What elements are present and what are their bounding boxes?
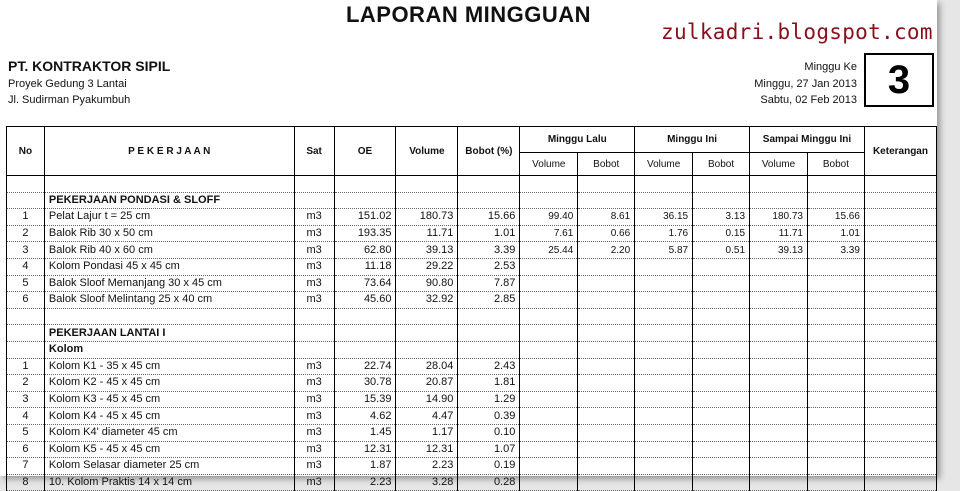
- cell-miv: [635, 375, 693, 392]
- cell-ket: [864, 474, 936, 491]
- table-row: [7, 209, 937, 226]
- cell-no: [7, 325, 45, 342]
- table-row: [7, 358, 937, 375]
- cell-bobot: 3.39: [458, 242, 520, 259]
- cell-sat: m3: [294, 474, 334, 491]
- cell-no: 1: [7, 209, 45, 226]
- cell-mlb: [578, 341, 635, 358]
- table-row: [7, 176, 937, 193]
- cell-ket: [864, 258, 936, 275]
- cell-miv: [635, 391, 693, 408]
- cell-smv: [750, 341, 808, 358]
- cell-mib: [693, 375, 750, 392]
- cell-smv: [750, 275, 808, 292]
- cell-mlb: [578, 408, 635, 425]
- cell-name: Kolom K1 - 35 x 45 cm: [44, 358, 294, 375]
- cell-mlv: [520, 441, 578, 458]
- cell-no: [7, 341, 45, 358]
- sub-weight: Bobot: [578, 153, 635, 176]
- cell-oe: [334, 308, 396, 325]
- cell-mlv: [520, 192, 578, 209]
- cell-mlv: 25.44: [520, 242, 578, 259]
- cell-oe: 4.62: [334, 408, 396, 425]
- cell-mlv: [520, 358, 578, 375]
- cell-smv: [750, 325, 808, 342]
- cell-smv: [750, 408, 808, 425]
- cell-mib: [693, 176, 750, 193]
- cell-smb: [807, 325, 864, 342]
- cell-oe: 2.23: [334, 474, 396, 491]
- table-row: [7, 225, 937, 242]
- cell-mlv: [520, 292, 578, 309]
- cell-no: 3: [7, 391, 45, 408]
- cell-mlb: [578, 358, 635, 375]
- cell-mlv: [520, 341, 578, 358]
- cell-mlb: [578, 424, 635, 441]
- table-row: [7, 275, 937, 292]
- cell-miv: [635, 258, 693, 275]
- cell-vol: 20.87: [396, 375, 458, 392]
- week-number-box: 3: [864, 53, 934, 107]
- cell-sat: [294, 325, 334, 342]
- cell-sat: m3: [294, 258, 334, 275]
- cell-miv: 5.87: [635, 242, 693, 259]
- cell-sat: m3: [294, 292, 334, 309]
- table-row: [7, 242, 937, 259]
- cell-oe: [334, 192, 396, 209]
- cell-bobot: 0.19: [458, 458, 520, 475]
- cell-ket: [864, 441, 936, 458]
- cell-bobot: 2.53: [458, 258, 520, 275]
- cell-no: 7: [7, 458, 45, 475]
- cell-mib: [693, 424, 750, 441]
- cell-oe: 15.39: [334, 391, 396, 408]
- cell-bobot: 0.28: [458, 474, 520, 491]
- cell-sat: [294, 192, 334, 209]
- cell-smv: [750, 358, 808, 375]
- report-title: LAPORAN MINGGUAN: [345, 2, 592, 27]
- cell-smv: [750, 192, 808, 209]
- cell-name: [44, 176, 294, 193]
- cell-ket: [864, 292, 936, 309]
- cell-smv: [750, 391, 808, 408]
- cell-mib: [693, 308, 750, 325]
- table-row: [7, 341, 937, 358]
- cell-no: 4: [7, 408, 45, 425]
- table-row: [7, 441, 937, 458]
- cell-name: Kolom K4' diameter 45 cm: [44, 424, 294, 441]
- col-unit: Sat: [294, 127, 334, 176]
- cell-name: Balok Rib 30 x 50 cm: [44, 225, 294, 242]
- watermark-text: zulkadri.blogspot.com: [661, 20, 933, 44]
- cell-mlb: 0.66: [578, 225, 635, 242]
- cell-vol: 1.17: [396, 424, 458, 441]
- sub-volume: Volume: [750, 153, 808, 176]
- cell-bobot: 0.10: [458, 424, 520, 441]
- cell-miv: [635, 441, 693, 458]
- cell-oe: 1.87: [334, 458, 396, 475]
- cell-vol: 4.47: [396, 408, 458, 425]
- col-weight: Bobot (%): [458, 127, 520, 176]
- table-row: [7, 408, 937, 425]
- col-oe: OE: [334, 127, 396, 176]
- cell-mib: [693, 275, 750, 292]
- cell-smv: [750, 424, 808, 441]
- cell-vol: 28.04: [396, 358, 458, 375]
- col-last-week: Minggu Lalu: [520, 127, 635, 153]
- cell-smb: [807, 258, 864, 275]
- cell-mlb: [578, 474, 635, 491]
- table-row: [7, 192, 937, 209]
- cell-smv: [750, 292, 808, 309]
- cell-smb: [807, 176, 864, 193]
- cell-mlv: [520, 275, 578, 292]
- cell-mib: [693, 341, 750, 358]
- cell-name: PEKERJAAN PONDASI & SLOFF: [44, 192, 294, 209]
- cell-oe: 12.31: [334, 441, 396, 458]
- cell-no: [7, 192, 45, 209]
- cell-mlb: [578, 258, 635, 275]
- cell-oe: [334, 341, 396, 358]
- cell-ket: [864, 176, 936, 193]
- cell-name: Kolom K4 - 45 x 45 cm: [44, 408, 294, 425]
- cell-name: Balok Sloof Memanjang 30 x 45 cm: [44, 275, 294, 292]
- cell-mlv: [520, 408, 578, 425]
- cell-vol: 90.80: [396, 275, 458, 292]
- cell-name: PEKERJAAN LANTAI I: [44, 325, 294, 342]
- cell-smb: [807, 358, 864, 375]
- sub-volume: Volume: [635, 153, 693, 176]
- cell-vol: [396, 308, 458, 325]
- cell-name: 10. Kolom Praktis 14 x 14 cm: [44, 474, 294, 491]
- period-start: Minggu, 27 Jan 2013: [754, 78, 857, 90]
- cell-smv: [750, 176, 808, 193]
- cell-no: 4: [7, 258, 45, 275]
- col-this-week: Minggu Ini: [635, 127, 750, 153]
- cell-smb: [807, 275, 864, 292]
- cell-bobot: [458, 192, 520, 209]
- cell-miv: 36.15: [635, 209, 693, 226]
- cell-smv: 11.71: [750, 225, 808, 242]
- cell-oe: 193.35: [334, 225, 396, 242]
- cell-no: 2: [7, 225, 45, 242]
- cell-vol: 2.23: [396, 458, 458, 475]
- table-row: [7, 474, 937, 491]
- cell-miv: [635, 474, 693, 491]
- cell-ket: [864, 192, 936, 209]
- cell-name: Kolom K5 - 45 x 45 cm: [44, 441, 294, 458]
- cell-miv: [635, 292, 693, 309]
- cell-ket: [864, 341, 936, 358]
- table-row: [7, 424, 937, 441]
- col-to-date: Sampai Minggu Ini: [750, 127, 865, 153]
- cell-ket: [864, 209, 936, 226]
- cell-smv: 180.73: [750, 209, 808, 226]
- cell-mib: [693, 325, 750, 342]
- cell-miv: [635, 424, 693, 441]
- col-volume: Volume: [396, 127, 458, 176]
- cell-oe: 62.80: [334, 242, 396, 259]
- cell-sat: m3: [294, 458, 334, 475]
- cell-mlv: [520, 391, 578, 408]
- cell-ket: [864, 375, 936, 392]
- cell-miv: [635, 192, 693, 209]
- cell-name: Pelat Lajur t = 25 cm: [44, 209, 294, 226]
- sub-volume: Volume: [520, 153, 578, 176]
- cell-mib: [693, 441, 750, 458]
- table-row: [7, 258, 937, 275]
- cell-oe: 30.78: [334, 375, 396, 392]
- cell-oe: 45.60: [334, 292, 396, 309]
- table-row: [7, 325, 937, 342]
- cell-name: [44, 308, 294, 325]
- cell-mlb: [578, 308, 635, 325]
- cell-mib: [693, 391, 750, 408]
- cell-miv: [635, 176, 693, 193]
- cell-ket: [864, 242, 936, 259]
- cell-bobot: 7.87: [458, 275, 520, 292]
- cell-name: Kolom Selasar diameter 25 cm: [44, 458, 294, 475]
- cell-smb: 3.39: [807, 242, 864, 259]
- cell-sat: [294, 176, 334, 193]
- cell-smv: [750, 258, 808, 275]
- cell-vol: [396, 341, 458, 358]
- cell-sat: m3: [294, 358, 334, 375]
- cell-mib: [693, 292, 750, 309]
- cell-bobot: 1.07: [458, 441, 520, 458]
- cell-smv: [750, 458, 808, 475]
- cell-mib: [693, 474, 750, 491]
- cell-smv: [750, 308, 808, 325]
- cell-vol: 29.22: [396, 258, 458, 275]
- cell-smb: [807, 458, 864, 475]
- cell-miv: [635, 325, 693, 342]
- cell-bobot: 2.85: [458, 292, 520, 309]
- cell-no: [7, 176, 45, 193]
- sub-weight: Bobot: [807, 153, 864, 176]
- cell-no: 8: [7, 474, 45, 491]
- table-row: [7, 292, 937, 309]
- cell-mlv: [520, 375, 578, 392]
- cell-miv: [635, 408, 693, 425]
- cell-smb: [807, 391, 864, 408]
- cell-name: Balok Sloof Melintang 25 x 40 cm: [44, 292, 294, 309]
- cell-oe: [334, 176, 396, 193]
- cell-oe: 11.18: [334, 258, 396, 275]
- cell-vol: [396, 176, 458, 193]
- cell-sat: [294, 308, 334, 325]
- cell-oe: 22.74: [334, 358, 396, 375]
- cell-miv: [635, 458, 693, 475]
- cell-mib: [693, 258, 750, 275]
- cell-sat: m3: [294, 375, 334, 392]
- cell-bobot: [458, 308, 520, 325]
- cell-mib: 3.13: [693, 209, 750, 226]
- cell-smv: [750, 375, 808, 392]
- cell-ket: [864, 225, 936, 242]
- cell-miv: 1.76: [635, 225, 693, 242]
- col-work: P E K E R J A A N: [44, 127, 294, 176]
- table-row: [7, 375, 937, 392]
- cell-smv: 39.13: [750, 242, 808, 259]
- cell-mlb: [578, 325, 635, 342]
- cell-smb: [807, 441, 864, 458]
- cell-name: Kolom K3 - 45 x 45 cm: [44, 391, 294, 408]
- cell-smb: [807, 341, 864, 358]
- cell-sat: m3: [294, 408, 334, 425]
- cell-ket: [864, 391, 936, 408]
- cell-mlb: 2.20: [578, 242, 635, 259]
- cell-mlb: [578, 192, 635, 209]
- cell-mlv: [520, 458, 578, 475]
- cell-no: 5: [7, 424, 45, 441]
- cell-ket: [864, 424, 936, 441]
- cell-mib: [693, 192, 750, 209]
- cell-no: [7, 308, 45, 325]
- cell-mib: [693, 358, 750, 375]
- cell-no: 3: [7, 242, 45, 259]
- cell-vol: [396, 192, 458, 209]
- cell-sat: m3: [294, 242, 334, 259]
- cell-oe: 1.45: [334, 424, 396, 441]
- period-end: Sabtu, 02 Feb 2013: [760, 94, 857, 106]
- cell-mib: 0.51: [693, 242, 750, 259]
- company-name: PT. KONTRAKTOR SIPIL: [8, 58, 171, 74]
- cell-smb: [807, 474, 864, 491]
- project-name: Proyek Gedung 3 Lantai: [8, 78, 127, 90]
- cell-name: Kolom: [44, 341, 294, 358]
- cell-ket: [864, 408, 936, 425]
- cell-sat: [294, 341, 334, 358]
- cell-vol: 11.71: [396, 225, 458, 242]
- project-address: Jl. Sudirman Pyakumbuh: [8, 94, 131, 106]
- cell-bobot: 1.81: [458, 375, 520, 392]
- cell-mlv: [520, 308, 578, 325]
- cell-sat: m3: [294, 225, 334, 242]
- cell-bobot: [458, 176, 520, 193]
- cell-vol: 3.28: [396, 474, 458, 491]
- table-row: [7, 458, 937, 475]
- cell-no: 2: [7, 375, 45, 392]
- cell-mlb: [578, 375, 635, 392]
- cell-bobot: 2.43: [458, 358, 520, 375]
- cell-miv: [635, 308, 693, 325]
- cell-smb: 1.01: [807, 225, 864, 242]
- col-no: No: [7, 127, 45, 176]
- cell-sat: m3: [294, 441, 334, 458]
- cell-miv: [635, 341, 693, 358]
- cell-mlb: [578, 292, 635, 309]
- cell-vol: 14.90: [396, 391, 458, 408]
- cell-mlb: [578, 275, 635, 292]
- cell-sat: m3: [294, 209, 334, 226]
- progress-table: [6, 126, 937, 491]
- cell-mlv: [520, 258, 578, 275]
- table-row: [7, 308, 937, 325]
- cell-vol: 12.31: [396, 441, 458, 458]
- cell-no: 6: [7, 441, 45, 458]
- cell-bobot: 1.29: [458, 391, 520, 408]
- cell-no: 5: [7, 275, 45, 292]
- cell-smv: [750, 441, 808, 458]
- cell-mib: [693, 408, 750, 425]
- cell-sat: m3: [294, 391, 334, 408]
- cell-miv: [635, 275, 693, 292]
- cell-vol: [396, 325, 458, 342]
- cell-ket: [864, 325, 936, 342]
- cell-smb: [807, 192, 864, 209]
- cell-miv: [635, 358, 693, 375]
- cell-mib: [693, 458, 750, 475]
- cell-name: Kolom K2 - 45 x 45 cm: [44, 375, 294, 392]
- cell-name: Kolom Pondasi 45 x 45 cm: [44, 258, 294, 275]
- cell-ket: [864, 275, 936, 292]
- cell-smb: [807, 375, 864, 392]
- cell-mlb: 8.61: [578, 209, 635, 226]
- cell-ket: [864, 358, 936, 375]
- cell-mlb: [578, 176, 635, 193]
- cell-mlb: [578, 458, 635, 475]
- cell-bobot: [458, 341, 520, 358]
- cell-no: 1: [7, 358, 45, 375]
- cell-vol: 180.73: [396, 209, 458, 226]
- cell-no: 6: [7, 292, 45, 309]
- cell-bobot: 1.01: [458, 225, 520, 242]
- cell-vol: 32.92: [396, 292, 458, 309]
- cell-mlv: [520, 176, 578, 193]
- cell-mlv: 7.61: [520, 225, 578, 242]
- cell-mlv: [520, 474, 578, 491]
- cell-mlv: 99.40: [520, 209, 578, 226]
- cell-sat: m3: [294, 275, 334, 292]
- cell-bobot: [458, 325, 520, 342]
- table-row: [7, 391, 937, 408]
- cell-sat: m3: [294, 424, 334, 441]
- cell-mib: 0.15: [693, 225, 750, 242]
- cell-smb: [807, 292, 864, 309]
- cell-bobot: 15.66: [458, 209, 520, 226]
- cell-oe: 73.64: [334, 275, 396, 292]
- col-notes: Keterangan: [864, 127, 936, 176]
- cell-ket: [864, 458, 936, 475]
- cell-oe: [334, 325, 396, 342]
- sub-weight: Bobot: [693, 153, 750, 176]
- cell-oe: 151.02: [334, 209, 396, 226]
- cell-mlv: [520, 424, 578, 441]
- cell-smb: [807, 424, 864, 441]
- cell-ket: [864, 308, 936, 325]
- cell-smb: [807, 408, 864, 425]
- week-label: Minggu Ke: [804, 61, 857, 73]
- cell-mlb: [578, 391, 635, 408]
- cell-mlv: [520, 325, 578, 342]
- cell-smb: [807, 308, 864, 325]
- cell-smv: [750, 474, 808, 491]
- cell-mlb: [578, 441, 635, 458]
- cell-smb: 15.66: [807, 209, 864, 226]
- cell-bobot: 0.39: [458, 408, 520, 425]
- cell-vol: 39.13: [396, 242, 458, 259]
- cell-name: Balok Rib 40 x 60 cm: [44, 242, 294, 259]
